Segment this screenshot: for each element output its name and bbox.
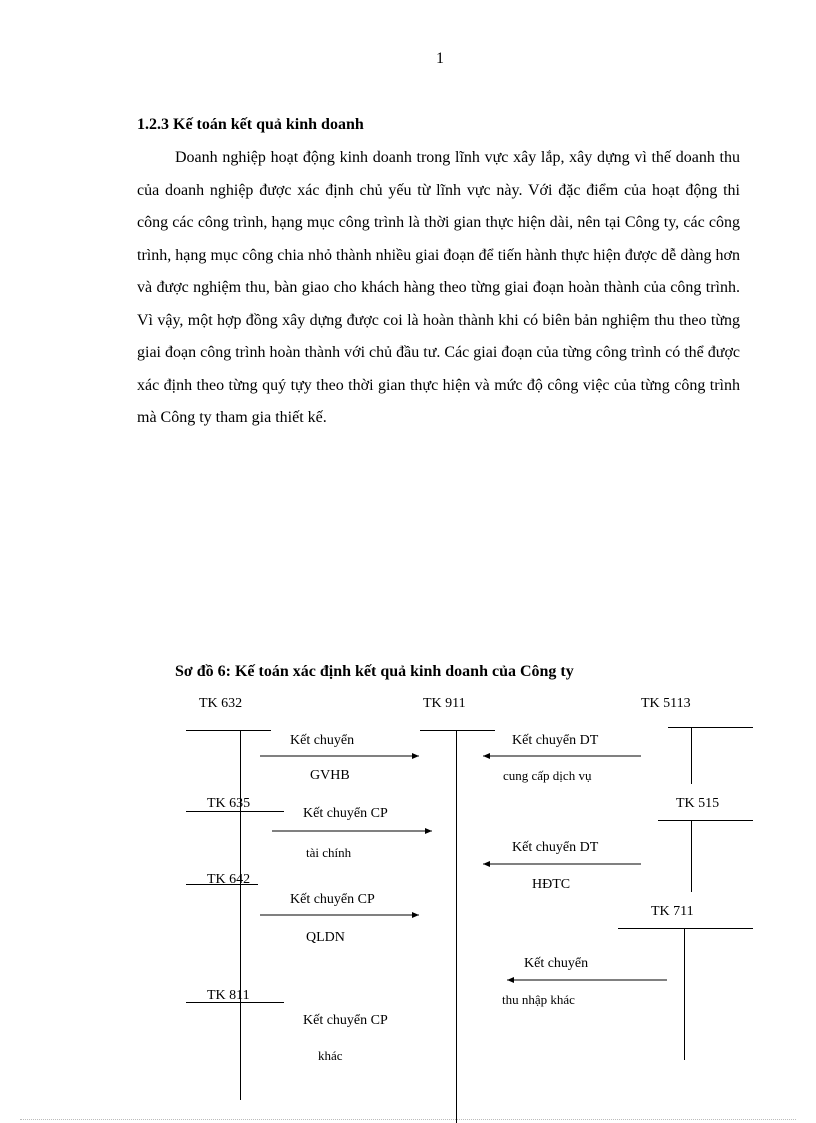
tk5113-label: TK 5113 xyxy=(641,696,691,711)
tk642-label: TK 642 xyxy=(207,872,251,887)
section-heading: 1.2.3 Kế toán kết quả kinh doanh xyxy=(137,116,364,133)
tk711-label: TK 711 xyxy=(651,904,694,919)
flow-dt5113-label-bottom: cung cấp dịch vụ xyxy=(503,768,592,783)
flow-cp642-label-top: Kết chuyển CP xyxy=(290,892,375,907)
flow-tn711-label-top: Kết chuyển xyxy=(524,956,589,971)
flow-tn711-label-bottom: thu nhập khác xyxy=(502,992,575,1007)
flow-cp811-label-top: Kết chuyển CP xyxy=(303,1013,388,1028)
section-paragraph: Doanh nghiệp hoạt động kinh doanh trong lĩnh vực xây lắp, xây dựng vì thế doanh thu của doanh nghiệp được xác định chủ yếu từ lĩnh vực này. Với đặc điểm của hoạt động thi công các công trình, hạng mục công trình là thời gian thực hiện dài, nên tại Công ty, các công trình, hạng mục công chia nhỏ thành nhiều giai đoạn để tiến hành thực hiện được dễ dàng hơn và được nghiệm thu, bàn giao cho khách hàng theo từng giai đoạn hoàn thành của công trình. Vì vậy, một hợp đồng xây dựng được coi là hoàn thành khi có biên bản nghiệm thu theo từng giai đoạn công trình hoàn thành với chủ đầu tư. Các giai đoạn của từng công trình có thể được xác định theo từng quý tựy theo thời gian thực hiện và mức độ công việc của từng công trình mà Công ty tham gia thiết kế. xyxy=(137,149,740,426)
flow-dt5113-label-top: Kết chuyển DT xyxy=(512,733,599,748)
flow-cp642-label-bottom: QLDN xyxy=(306,930,345,945)
flow-dt515-label-top: Kết chuyển DT xyxy=(512,840,599,855)
flow-dt515-label-bottom: HĐTC xyxy=(532,877,571,892)
flow-cp635-label-top: Kết chuyển CP xyxy=(303,806,388,821)
diagram-title: Sơ đồ 6: Kế toán xác định kết quả kinh doanh của Công ty xyxy=(175,663,574,680)
page-number: 1 xyxy=(436,50,444,67)
page-bottom-divider xyxy=(20,1119,796,1120)
tk635-label: TK 635 xyxy=(207,796,251,811)
tk911-label: TK 911 xyxy=(423,696,466,711)
flow-gvhb-label-top: Kết chuyển xyxy=(290,733,355,748)
flow-cp635-label-bottom: tài chính xyxy=(306,845,352,860)
tk811-label: TK 811 xyxy=(207,988,250,1003)
tk632-label: TK 632 xyxy=(199,696,243,711)
flow-gvhb-label-bottom: GVHB xyxy=(310,768,350,783)
tk515-label: TK 515 xyxy=(676,796,720,811)
flow-cp811-label-bottom: khác xyxy=(318,1048,343,1063)
